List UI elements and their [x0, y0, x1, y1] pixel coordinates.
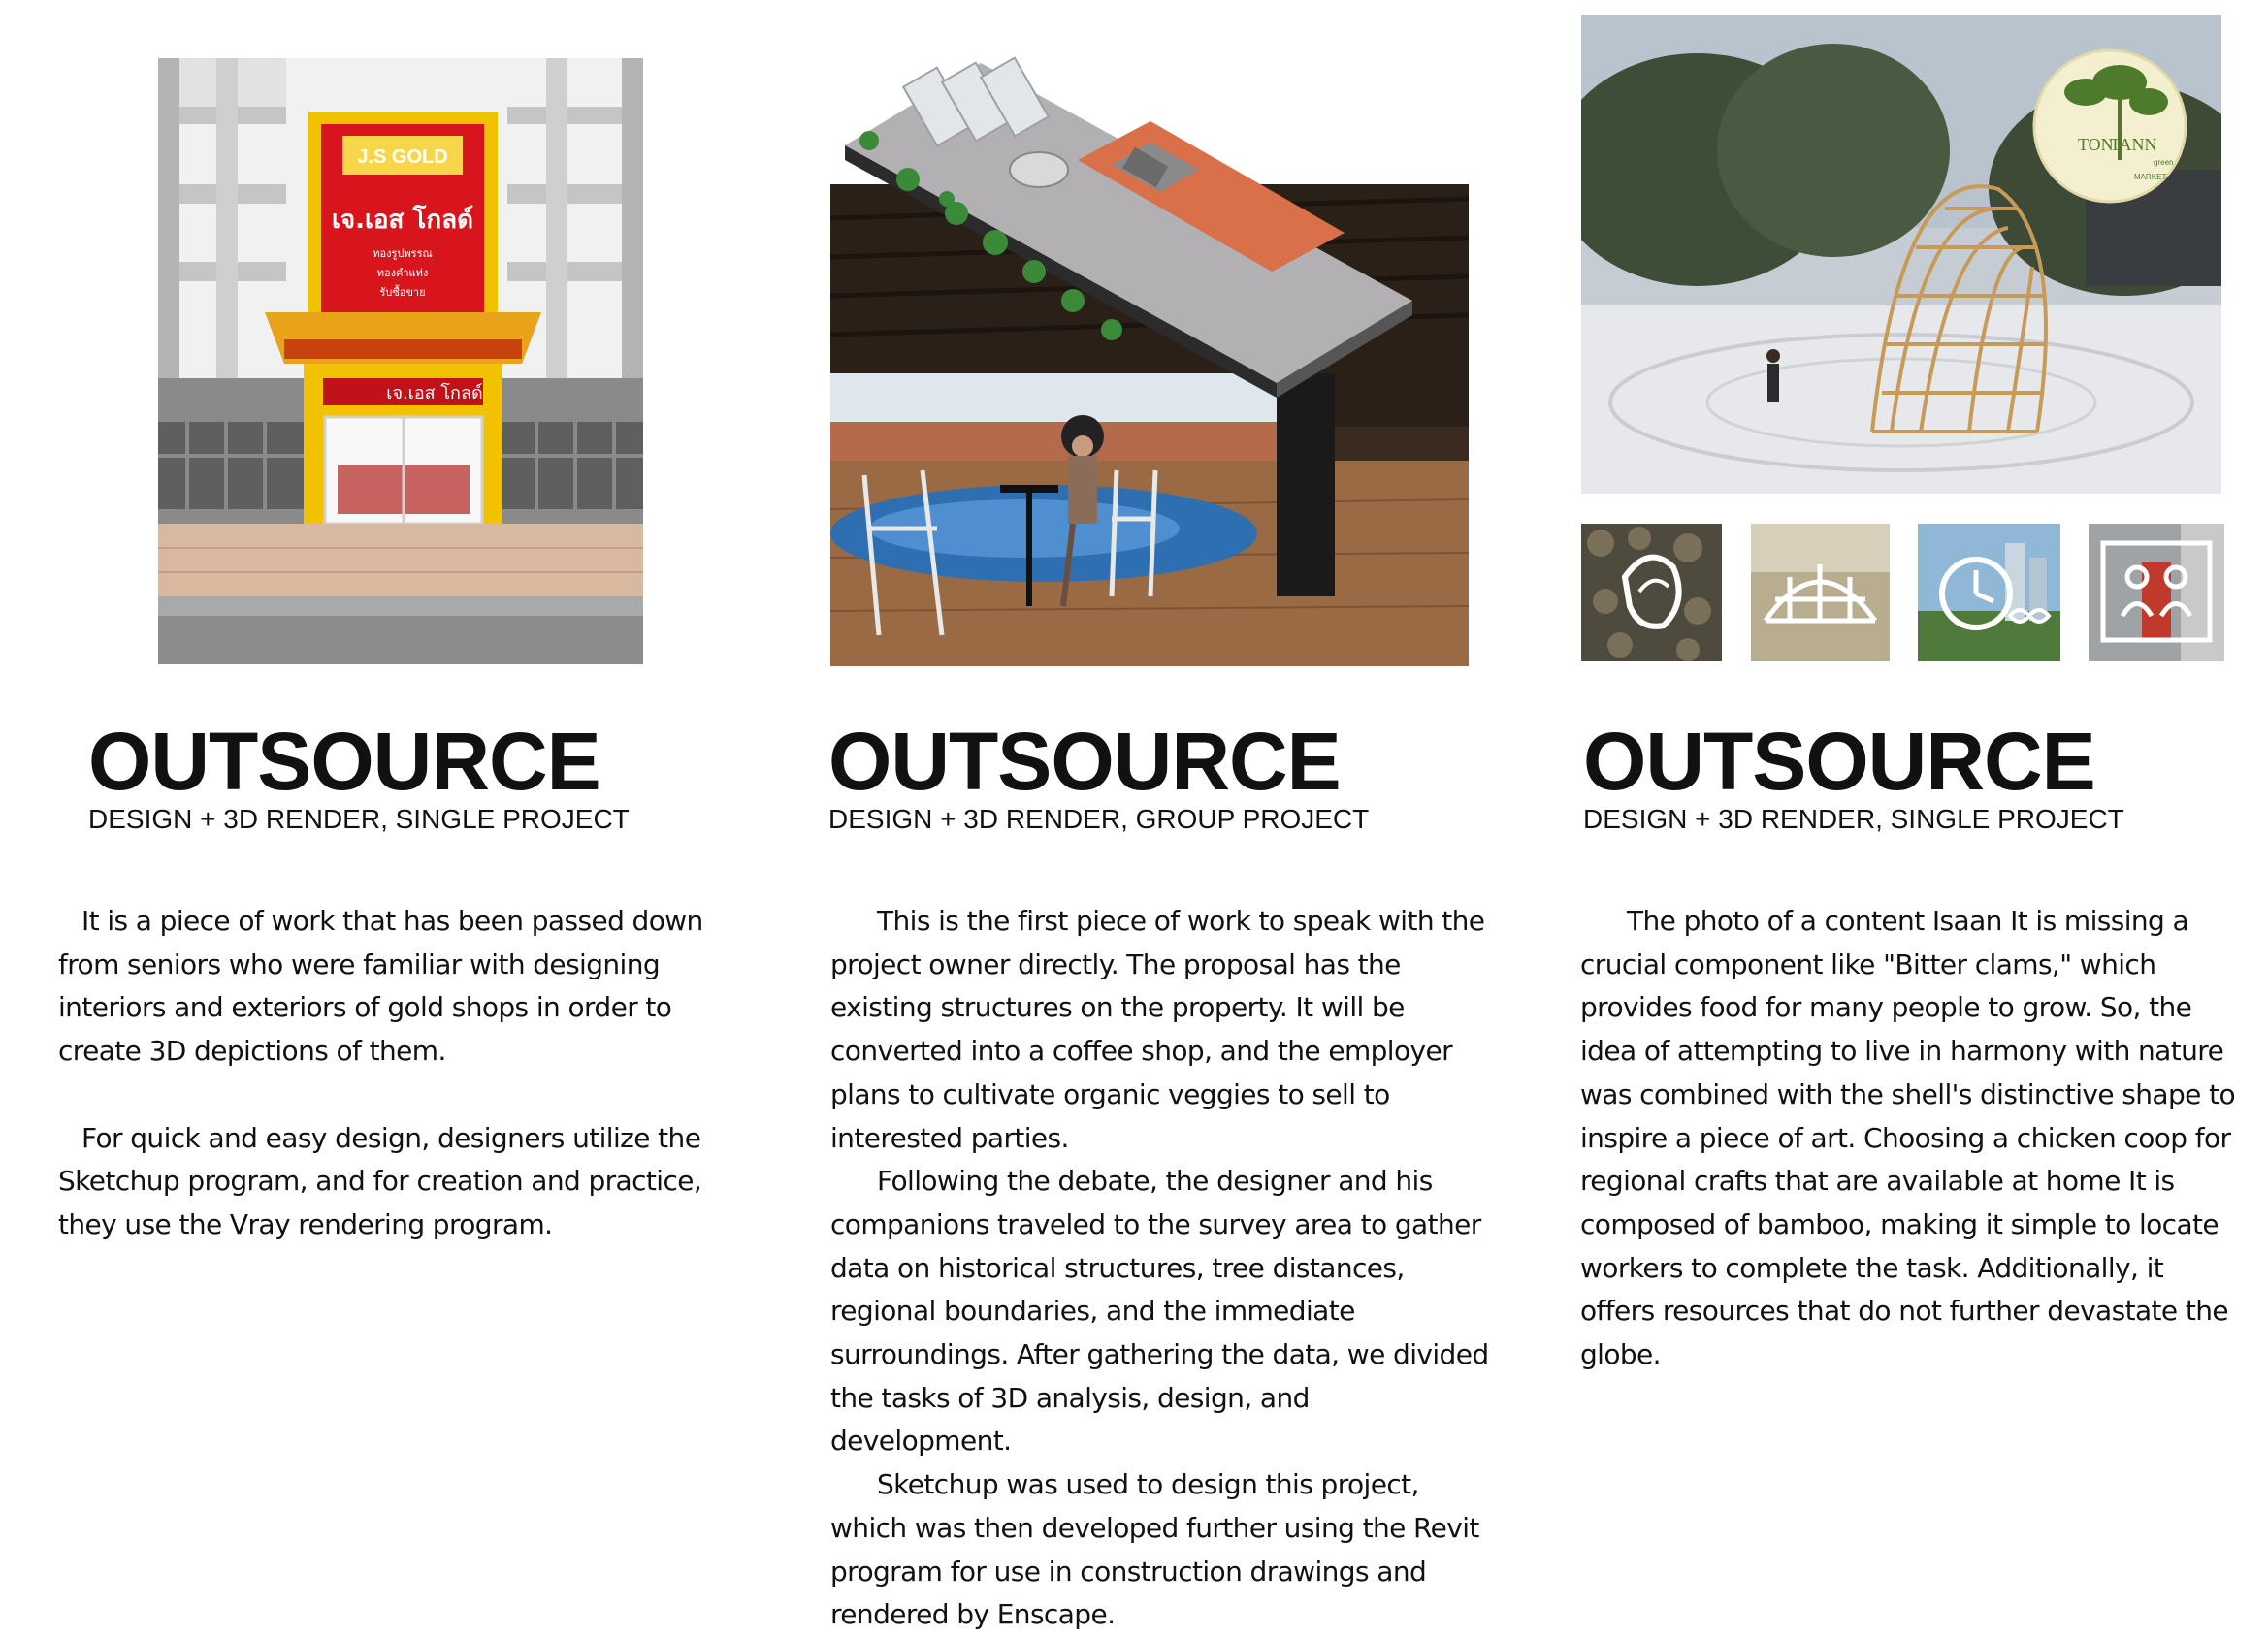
column-2-paragraph-1: This is the first piece of work to speak with the project owner directly. The proposal has the existing structures on the property. It will be converted into a coffee shop, and the employer plans to cultivate organic veggies to sell to interested parties. — [830, 905, 1485, 1154]
logo-text-ton: TON — [2078, 135, 2114, 154]
thumbnail-clams — [1581, 524, 1722, 661]
cafe-render — [830, 53, 1469, 666]
column-1-heading: OUTSOURCE — [88, 716, 600, 807]
column-3-body — [1580, 900, 2240, 1377]
people-icon — [2089, 524, 2224, 661]
column-3-subheading: DESIGN + 3D RENDER, SINGLE PROJECT — [1583, 804, 2124, 834]
thumbnail-community — [2089, 524, 2224, 661]
logo-text-tann: TANN — [2110, 135, 2157, 154]
column-2-paragraph-2: Following the debate, the designer and his companions traveled to the survey area to gather data on historical structures, tree distances, regional boundaries, and the immediate surroundings. After gathering the data, we divided the tasks of 3D analysis, design, and development. — [830, 1165, 1489, 1458]
column-2-body — [830, 900, 1490, 1637]
column-2-heading: OUTSOURCE — [828, 716, 1341, 807]
column-1-paragraph-2: For quick and easy design, designers utilize the Sketchup program, and for creation and practice, they use the Vray rendering program. — [58, 1121, 702, 1240]
sign-line-1: ทองรูปพรรณ — [373, 247, 433, 260]
thumbnail-city — [1918, 524, 2060, 661]
sign-thai-small: เจ.เอส โกลด์ — [386, 383, 483, 403]
column-3-paragraph-1: The photo of a content Isaan It is missing a crucial component like "Bitter clams," which provides food for many people to grow. So, the idea of attempting to live in harmony with nature was combined with the shell's distinctive shape to inspire a piece of art. Choosing a chicken coop for regional crafts that are available at home It is composed of bamboo, making it simple to locate workers to complete the task. Additionally, it offers resources that do not further devastate the globe. — [1580, 905, 2236, 1371]
grid-dome-icon — [1751, 524, 1890, 661]
sign-thai-large: เจ.เอส โกลด์ — [332, 206, 473, 235]
column-1-paragraph-1: It is a piece of work that has been passed down from seniors who were familiar with designing interiors and exteriors of gold shops in order to create 3D depictions of them. — [58, 905, 703, 1068]
thumbnail-bamboo — [1751, 524, 1890, 661]
column-2-paragraph-3: Sketchup was used to design this project, which was then developed further using the Revit program for use in construction drawings and rendered by Enscape. — [830, 1468, 1479, 1631]
gold-shop-render — [158, 58, 643, 664]
sign-brand: J.S GOLD — [357, 146, 448, 168]
shell-icon — [1581, 524, 1722, 661]
clock-infinity-icon — [1918, 524, 2060, 661]
bamboo-shell-photo — [1581, 15, 2221, 494]
sign-line-2: ทองคำแท่ง — [376, 267, 429, 279]
column-1-body — [58, 900, 737, 1247]
column-1-subheading: DESIGN + 3D RENDER, SINGLE PROJECT — [88, 804, 630, 834]
column-2-subheading: DESIGN + 3D RENDER, GROUP PROJECT — [828, 804, 1370, 834]
logo-text-green: green — [2154, 158, 2174, 167]
logo-text-market: MARKET — [2134, 173, 2167, 181]
sign-line-3: รับซื้อขาย — [379, 286, 426, 299]
column-3-heading: OUTSOURCE — [1583, 716, 2095, 807]
